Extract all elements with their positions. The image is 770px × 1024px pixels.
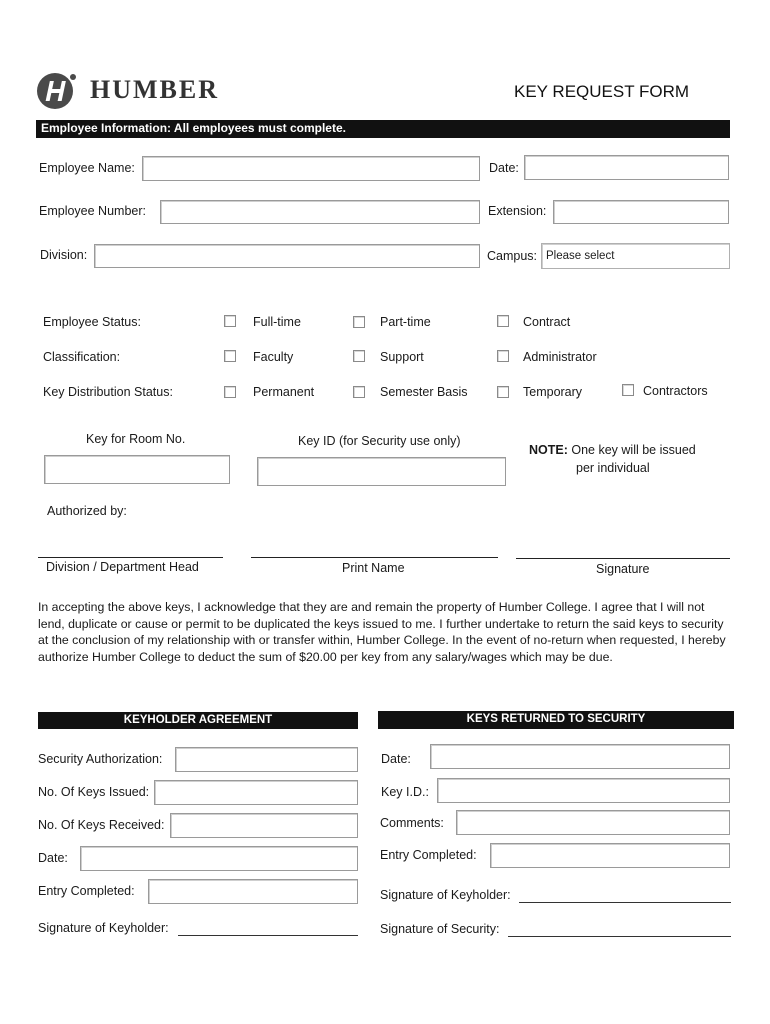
date-input[interactable]: [524, 155, 729, 180]
returned-date-label: Date:: [381, 752, 411, 766]
contractors-label: Contractors: [643, 384, 708, 398]
note-line-1: One key will be issued: [571, 443, 696, 457]
extension-label: Extension:: [488, 204, 547, 218]
keys-returned-bar: KEYS RETURNED TO SECURITY: [378, 711, 734, 729]
humber-logo-icon: [36, 71, 78, 111]
signature-label: Signature: [596, 562, 650, 576]
employee-number-label: Employee Number:: [39, 204, 146, 218]
key-room-input[interactable]: [44, 455, 230, 484]
returned-entry-completed-label: Entry Completed:: [380, 848, 477, 862]
employee-information-bar: Employee Information: All employees must complete.: [36, 120, 730, 138]
support-checkbox[interactable]: [353, 350, 365, 362]
keyholder-signature-label: Signature of Keyholder:: [38, 921, 169, 935]
returned-keyholder-signature-label: Signature of Keyholder:: [380, 888, 511, 902]
keys-issued-input[interactable]: [154, 780, 358, 805]
form-title: KEY REQUEST FORM: [514, 82, 690, 101]
division-input[interactable]: [94, 244, 480, 268]
part-time-checkbox[interactable]: [353, 316, 365, 328]
contractors-checkbox[interactable]: [622, 384, 634, 396]
full-time-checkbox[interactable]: [224, 315, 236, 327]
division-head-signature-line[interactable]: [38, 557, 223, 558]
contract-label: Contract: [523, 315, 571, 329]
returned-keyholder-signature-line[interactable]: [519, 902, 731, 903]
temporary-checkbox[interactable]: [497, 386, 509, 398]
security-authorization-input[interactable]: [175, 747, 358, 772]
employee-name-input[interactable]: [142, 156, 480, 181]
permanent-label: Permanent: [253, 385, 315, 399]
employee-status-label: Employee Status:: [43, 315, 141, 329]
security-signature-label: Signature of Security:: [380, 922, 500, 936]
comments-label: Comments:: [380, 816, 444, 830]
returned-key-id-label: Key I.D.:: [381, 785, 429, 799]
security-authorization-label: Security Authorization:: [38, 752, 163, 766]
keyholder-date-input[interactable]: [80, 846, 358, 871]
comments-input[interactable]: [456, 810, 730, 835]
key-id-label: Key ID (for Security use only): [298, 434, 461, 448]
keys-received-label: No. Of Keys Received:: [38, 818, 165, 832]
signature-line[interactable]: [516, 558, 730, 559]
division-label: Division:: [40, 248, 88, 262]
keyholder-entry-completed-input[interactable]: [148, 879, 358, 904]
print-name-line[interactable]: [251, 557, 498, 558]
temporary-label: Temporary: [523, 385, 583, 399]
classification-label: Classification:: [43, 350, 121, 364]
keyholder-date-label: Date:: [38, 851, 68, 865]
permanent-checkbox[interactable]: [224, 386, 236, 398]
campus-label: Campus:: [487, 249, 538, 263]
agreement-paragraph: In accepting the above keys, I acknowledge that they are and remain the property of Humber College. I agree that I will not lend, duplicate or cause or permit to be duplicated the keys issued to me. I further undertake to return the said keys to security at the conclusion of my relationship with or transfer within, Humber College. In the event of no-return when requested, I hereby authorize Humber College to deduct the sum of $20.00 per key from any salary/wages which may be due.: [38, 600, 726, 664]
keys-issued-label: No. Of Keys Issued:: [38, 785, 150, 799]
returned-key-id-input[interactable]: [437, 778, 730, 803]
key-id-input[interactable]: [257, 457, 506, 486]
returned-entry-completed-input[interactable]: [490, 843, 730, 868]
campus-select[interactable]: [541, 243, 730, 269]
full-time-label: Full-time: [253, 315, 301, 329]
contract-checkbox[interactable]: [497, 315, 509, 327]
note-line-2: per individual: [576, 461, 650, 475]
administrator-checkbox[interactable]: [497, 350, 509, 362]
support-label: Support: [380, 350, 424, 364]
returned-date-input[interactable]: [430, 744, 730, 769]
keyholder-signature-line[interactable]: [178, 935, 358, 936]
division-head-label: Division / Department Head: [46, 560, 199, 574]
authorized-by-label: Authorized by:: [47, 504, 127, 518]
key-distribution-status-label: Key Distribution Status:: [43, 385, 173, 399]
extension-input[interactable]: [553, 200, 729, 224]
print-name-label: Print Name: [342, 561, 405, 575]
security-signature-line[interactable]: [508, 936, 731, 937]
note-text: [529, 443, 696, 458]
part-time-label: Part-time: [380, 315, 431, 329]
employee-name-label: Employee Name:: [39, 161, 135, 175]
faculty-label: Faculty: [253, 350, 294, 364]
date-label: Date:: [489, 161, 519, 175]
brand-name: HUMBER: [90, 75, 219, 104]
key-room-label: Key for Room No.: [86, 432, 186, 446]
keyholder-agreement-bar: KEYHOLDER AGREEMENT: [38, 712, 358, 729]
humber-logo: [36, 71, 226, 111]
employee-number-input[interactable]: [160, 200, 480, 224]
semester-basis-checkbox[interactable]: [353, 386, 365, 398]
faculty-checkbox[interactable]: [224, 350, 236, 362]
keys-received-input[interactable]: [170, 813, 358, 838]
administrator-label: Administrator: [523, 350, 597, 364]
campus-select-value: Please select: [546, 250, 615, 262]
keyholder-entry-completed-label: Entry Completed:: [38, 884, 135, 898]
semester-basis-label: Semester Basis: [380, 385, 468, 399]
note-bold-label: NOTE:: [529, 443, 568, 457]
